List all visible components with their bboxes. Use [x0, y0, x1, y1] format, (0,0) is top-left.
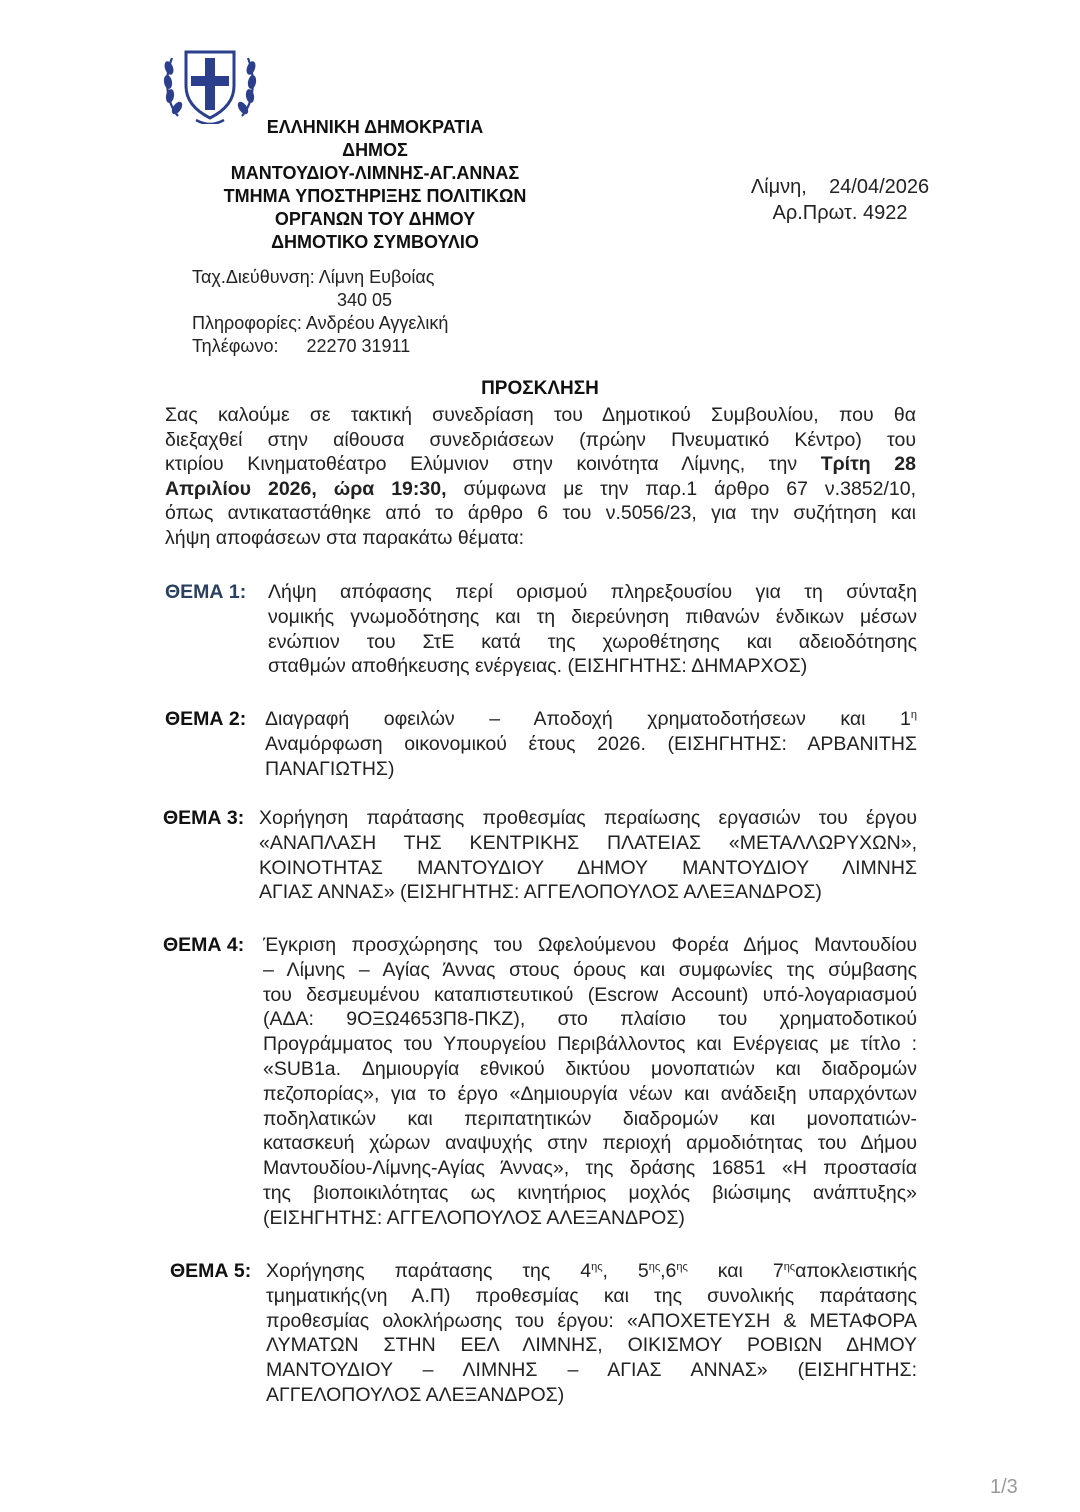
phone-label: Τηλέφωνο: — [192, 336, 279, 356]
issuer-header — [180, 116, 570, 254]
topic-line: νομικής γνωμοδότησης και τη διερεύνηση πιθανών ένδικων μέσων — [268, 605, 917, 628]
topic-line: προθεσμίας ολοκλήρωσης του έργου: «ΑΠΟΧΕΤΕΥΣΗ & ΜΕΤΑΦΟΡΑ — [266, 1309, 917, 1332]
topic-text: ,6 — [660, 1260, 677, 1282]
topic-text: αποκλειστικής — [795, 1260, 917, 1282]
document-title: ΠΡΟΣΚΛΗΣΗ — [481, 378, 599, 399]
topic-line: ενώπιον του ΣτΕ κατά της χωροθέτησης και αδειοδότησης — [268, 630, 917, 653]
topic-line: Λήψη απόφασης περί ορισμού πληρεξουσίου για τη σύνταξη — [268, 581, 917, 603]
topic-line: τμηματικής(νη Α.Π) προθεσμίας και της συνολικής παράτασης — [266, 1284, 917, 1307]
topic-label: ΘΕΜΑ 5: — [170, 1260, 252, 1282]
topic-line: (ΕΙΣΗΓΗΤΗΣ: ΑΓΓΕΛΟΠΟΥΛΟΣ ΑΛΕΞΑΝΔΡΟΣ) — [263, 1206, 685, 1229]
meeting-date-time: Απριλίου 2026, ώρα 19:30, — [165, 477, 447, 500]
topic-label: ΘΕΜΑ 1: — [165, 581, 247, 603]
intro-paragraph — [165, 403, 916, 551]
document-date: 24/04/2026 — [829, 176, 930, 198]
topic-line: (ΑΔΑ: 9ΟΞΩ4653Π8-ΠΚΖ), στο πλαίσιο του χρηματοδοτικού — [263, 1008, 917, 1031]
topic-line: του δεσμευμένου καταπιστευτικού (Escrow Account) υπό-λογαριασμού — [263, 983, 917, 1006]
header-line: ΤΜΗΜΑ ΥΠΟΣΤΗΡΙΞΗΣ ΠΟΛΙΤΙΚΩΝ — [223, 186, 527, 206]
topic-line: «SUB1a. Δημιουργία εθνικού δικτύου μονοπατιών και διαδρομών — [263, 1057, 917, 1080]
header-line: ΔΗΜΟΤΙΚΟ ΣΥΜΒΟΥΛΙΟ — [271, 232, 479, 252]
meeting-day: Τρίτη 28 — [820, 453, 916, 476]
topic-line: ΚΟΙΝΟΤΗΤΑΣ ΜΑΝΤΟΥΔΙΟΥ ΔΗΜΟΥ ΜΑΝΤΟΥΔΙΟΥ ΛΙΜΝΗΣ — [259, 856, 917, 879]
postal-code: 340 05 — [337, 290, 393, 310]
intro-text: σύμφωνα με την παρ.1 άρθρο 67 ν.3852/10, — [463, 477, 917, 500]
phone-number: 22270 31911 — [306, 336, 411, 356]
topic-line: Μαντουδίου-Λίμνης-Αγίας Άννας», της δράσης 16851 «Η προστασία — [263, 1157, 917, 1180]
contact-info — [192, 266, 448, 358]
topic-text: , 5 — [602, 1260, 649, 1282]
intro-line: διεξαχθεί στην αίθουσα συνεδριάσεων (πρώην Πνευματικό Κέντρο) του — [165, 428, 916, 451]
topic-line: «ΑΝΑΠΛΑΣΗ ΤΗΣ ΚΕΝΤΡΙΚΗΣ ΠΛΑΤΕΙΑΣ «ΜΕΤΑΛΛΩΡΥΧΩΝ», — [259, 831, 917, 854]
topic-text: και 7 — [687, 1260, 784, 1282]
address: Ταχ.Διεύθυνση: Λίμνη Ευβοίας — [192, 267, 435, 287]
topic-line: Χορήγηση παράτασης προθεσμίας περαίωσης εργασιών του έργου — [259, 807, 917, 829]
topic-line: κατασκευή χώρων αναψυχής στην περιοχή αρμοδιότητας του Δήμου — [263, 1132, 917, 1155]
topic-line: ΑΓΓΕΛΟΠΟΥΛΟΣ ΑΛΕΞΑΝΔΡΟΣ) — [266, 1383, 565, 1406]
topic-label: ΘΕΜΑ 2: — [165, 708, 247, 730]
topic-line — [265, 707, 917, 732]
ordinal-suffix: η — [910, 709, 917, 721]
info-contact: Πληροφορίες: Ανδρέου Αγγελική — [192, 313, 449, 333]
topic-line — [266, 1259, 917, 1284]
topic-line: σταθμών αποθήκευσης ενέργειας. (ΕΙΣΗΓΗΤΗΣ: ΔΗΜΑΡΧΟΣ) — [268, 655, 808, 678]
ordinal-suffix: ης — [591, 1261, 603, 1273]
topic-line: ΑΓΙΑΣ ΑΝΝΑΣ» (ΕΙΣΗΓΗΤΗΣ: ΑΓΓΕΛΟΠΟΥΛΟΣ ΑΛΕΞΑΝΔΡΟΣ) — [259, 881, 822, 904]
topic-text: Διαγραφή οφειλών – Αποδοχή χρηματοδοτήσεων και 1 — [265, 708, 911, 730]
topic-line: – Λίμνης – Αγίας Άννας στους όρους και συμφωνίες της σύμβασης — [263, 958, 917, 981]
intro-line — [165, 477, 916, 502]
topic-line: ΜΑΝΤΟΥΔΙΟΥ – ΛΙΜΝΗΣ – ΑΓΙΑΣ ΑΝΝΑΣ» (ΕΙΣΗΓΗΤΗΣ: — [266, 1359, 917, 1382]
ordinal-suffix: ης — [783, 1261, 796, 1273]
topic-line: ΛΥΜΑΤΩΝ ΣΤΗΝ ΕΕΛ ΛΙΜΝΗΣ, ΟΙΚΙΣΜΟΥ ΡΟΒΙΩΝ ΔΗΜΟΥ — [266, 1334, 917, 1357]
page-indicator: 1/3 — [990, 1476, 1018, 1498]
topic-line: Αναμόρφωση οικονομικού έτους 2026. (ΕΙΣΗΓΗΤΗΣ: ΑΡΒΑΝΙΤΗΣ — [265, 732, 917, 755]
intro-line: λήψη αποφάσεων στα παρακάτω θέματα: — [165, 526, 525, 549]
intro-line — [165, 452, 916, 477]
topic-label: ΘΕΜΑ 4: — [163, 934, 245, 956]
header-line: ΕΛΛΗΝΙΚΗ ΔΗΜΟΚΡΑΤΙΑ — [266, 117, 484, 137]
ordinal-suffix: ης — [648, 1261, 661, 1273]
topic-line: Προγράμματος του Υπουργείου Περιβάλλοντος και Ενέργειας με τίτλο : — [263, 1033, 917, 1056]
date-block — [735, 174, 945, 226]
header-line: ΜΑΝΤΟΥΔΙΟΥ-ΛΙΜΝΗΣ-ΑΓ.ΑΝΝΑΣ — [230, 163, 520, 183]
ordinal-suffix: ης — [676, 1261, 688, 1273]
header-line: ΟΡΓΑΝΩΝ ΤΟΥ ΔΗΜΟΥ — [274, 209, 476, 229]
topic-line: πεζοπορίας», για το έργο «Δημιουργία νέων και ανάδειξη υπαρχόντων — [263, 1082, 917, 1105]
topic-text: Χορήγησης παράτασης της 4 — [266, 1260, 592, 1282]
protocol-number: Αρ.Πρωτ. 4922 — [772, 202, 908, 224]
topic-line: Έγκριση προσχώρησης του Ωφελούμενου Φορέα Δήμος Μαντουδίου — [263, 934, 917, 956]
topic-line: ποδηλατικών και περιπατητικών διαδρομών και μονοπατιών- — [263, 1107, 917, 1130]
intro-text: κτιρίου Κινηματοθέατρο Ελύμνιον στην κοινότητα Λίμνης, την — [165, 453, 798, 476]
greek-emblem-icon — [160, 38, 260, 124]
topic-line: ΠΑΝΑΓΙΩΤΗΣ) — [265, 757, 395, 780]
intro-line: όπως αντικαταστάθηκε από το άρθρο 6 του ν.5056/23, για την συζήτηση και — [165, 502, 916, 525]
topic-label: ΘΕΜΑ 3: — [163, 807, 245, 829]
topic-line: της βιοποικιλότητας ως κινητήριος μοχλός βιώσιμης ανάπτυξης» — [263, 1181, 917, 1204]
date-place: Λίμνη, — [750, 176, 807, 198]
header-line: ΔΗΜΟΣ — [342, 140, 408, 160]
intro-line: Σας καλούμε σε τακτική συνεδρίαση του Δημοτικού Συμβουλίου, που θα — [165, 404, 916, 426]
